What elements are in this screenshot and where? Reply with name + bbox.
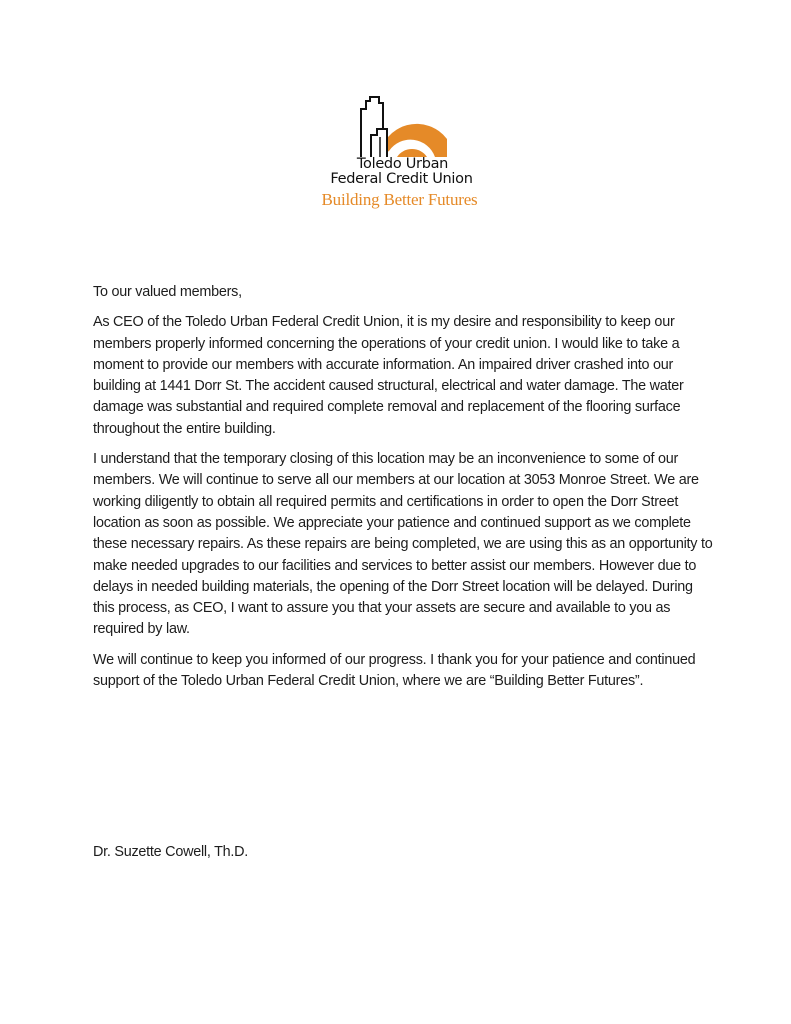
- credit-union-logo: [0, 95, 791, 210]
- letter-body: [93, 282, 713, 701]
- paragraph-thanks: We will continue to keep you informed of our progress. I thank you for your patience and continued support of the Toledo Urban Federal Credit Union, where we are “Building Better Futures”.: [93, 651, 696, 690]
- logo-name-line2: Federal Credit Union: [330, 171, 473, 187]
- signature: Dr. Suzette Cowell, Th.D.: [93, 844, 249, 860]
- logo-name-line1: Toledo Urban: [356, 156, 449, 172]
- paragraph-intro: As CEO of the Toledo Urban Federal Credit Union, it is my desire and responsibility to keep our members properly informed concerning the operations of your credit union. I would like to take a moment to provide our members with accurate information. An impaired driver crashed into our building at 1441 Dorr St. The accident caused structural, electrical and water damage. The water damage was substantial and required complete removal and replacement of the flooring surface throughout the entire building.: [93, 314, 684, 437]
- building-arc-logo-icon: [341, 95, 451, 157]
- salutation: To our valued members,: [93, 284, 242, 300]
- logo-name: [0, 157, 791, 187]
- paragraph-closure: I understand that the temporary closing of this location may be an inconvenience to some of our members. We will continue to serve all our members at our location at 3053 Monroe Street. We are working diligently to obtain all required permits and certifications in order to open the Dorr Street location as soon as possible. We appreciate your patience and continued support as we complete these necessary repairs. As these repairs are being completed, we are using this as an opportunity to make needed upgrades to our facilities and services to better assist our members. However due to delays in needed building materials, the opening of the Dorr Street location will be delayed. During this process, as CEO, I want to assure you that your assets are secure and available to you as required by law.: [93, 451, 713, 638]
- logo-tagline: Building Better Futures: [321, 190, 478, 209]
